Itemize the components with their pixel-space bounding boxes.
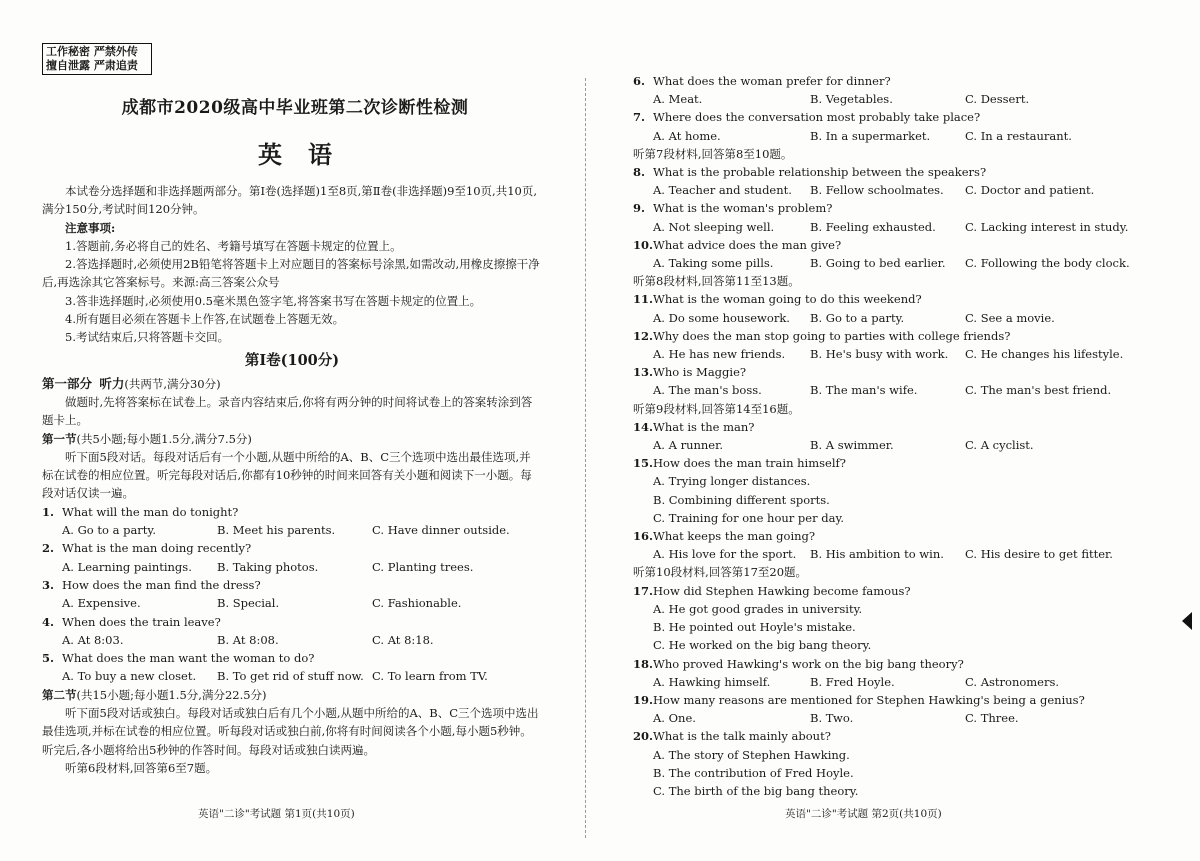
question bbox=[42, 539, 542, 576]
answer-option[interactable]: C. Three. bbox=[965, 711, 1019, 726]
answer-option[interactable]: A. Meat. bbox=[653, 92, 703, 107]
answer-option[interactable]: C. Doctor and patient. bbox=[965, 183, 1095, 198]
question-number: 19. bbox=[633, 692, 654, 707]
answer-option[interactable]: A. Expensive. bbox=[62, 596, 141, 611]
question bbox=[633, 108, 1163, 144]
right-question-list bbox=[633, 72, 1163, 800]
section1-detail: (共5小题;每小题1.5分,满分7.5分) bbox=[76, 431, 252, 446]
left-page bbox=[0, 0, 590, 861]
question-text: Where does the conversation most probably take place? bbox=[653, 110, 981, 125]
option-row bbox=[42, 594, 542, 612]
question bbox=[633, 655, 1163, 691]
question-text: How does the man find the dress? bbox=[62, 577, 261, 592]
part1-name: 第一部分 bbox=[42, 375, 93, 391]
answer-option[interactable]: B. His ambition to win. bbox=[810, 547, 944, 562]
question-line bbox=[42, 613, 542, 631]
option-row bbox=[633, 436, 1163, 454]
answer-option[interactable]: C. Have dinner outside. bbox=[372, 523, 510, 538]
option-row bbox=[633, 345, 1163, 363]
notice-item: 2.答选择题时,必须使用2B铅笔将答题卡上对应题目的答案标号涂黑,如需改动,用橡皮擦擦干净后,再选涂其它答案标号。来源:高三答案公众号 bbox=[42, 257, 540, 290]
option-row bbox=[633, 381, 1163, 399]
prev-page-arrow-icon[interactable] bbox=[1182, 612, 1192, 630]
section2-instructions: 听下面5段对话或独白。每段对话或独白后有几个小题,从题中所给的A、B、C三个选项中选出最佳选项,并标在试卷的相应位置。听每段对话或独白前,你将有时间阅读各个小题,每小题5秒钟。听完后,各小题将给出5秒钟的作答时间。每段对话或独白读两遍。 bbox=[42, 706, 539, 757]
answer-option[interactable]: C. In a restaurant. bbox=[965, 128, 1072, 143]
question-number: 20. bbox=[633, 729, 654, 744]
question-line bbox=[633, 727, 1163, 745]
answer-option[interactable]: C. Planting trees. bbox=[372, 559, 474, 574]
answer-option[interactable]: B. Taking photos. bbox=[217, 559, 319, 574]
answer-option[interactable]: A. A runner. bbox=[653, 438, 723, 453]
answer-option[interactable]: C. A cyclist. bbox=[965, 438, 1034, 453]
answer-option[interactable]: A. Do some housework. bbox=[653, 310, 790, 325]
answer-option[interactable]: B. The contribution of Fred Hoyle. bbox=[653, 765, 854, 780]
answer-option[interactable]: A. Trying longer distances. bbox=[653, 474, 811, 489]
section2-title: 第二节 bbox=[42, 687, 77, 702]
option-row bbox=[633, 673, 1163, 691]
left-question-list bbox=[42, 503, 542, 686]
answer-option[interactable]: C. He changes his lifestyle. bbox=[965, 347, 1124, 362]
answer-option[interactable]: C. His desire to get fitter. bbox=[965, 547, 1113, 562]
answer-option[interactable]: B. Going to bed earlier. bbox=[810, 256, 946, 271]
answer-option[interactable]: B. In a supermarket. bbox=[810, 128, 931, 143]
question bbox=[633, 691, 1163, 727]
question bbox=[633, 418, 1163, 454]
question-text: What advice does the man give? bbox=[653, 237, 842, 252]
answer-option[interactable]: C. Lacking interest in study. bbox=[965, 219, 1129, 234]
option-row bbox=[633, 90, 1163, 108]
answer-option[interactable]: B. Fellow schoolmates. bbox=[810, 183, 944, 198]
question bbox=[633, 72, 1163, 108]
option-row bbox=[633, 545, 1163, 563]
question bbox=[633, 199, 1163, 235]
question bbox=[633, 327, 1163, 363]
question-line bbox=[633, 236, 1163, 254]
question-number: 15. bbox=[633, 456, 654, 471]
answer-option[interactable]: C. See a movie. bbox=[965, 310, 1055, 325]
part1-instructions: 做题时,先将答案标在试卷上。录音内容结束后,你将有两分钟的时间将试卷上的答案转涂到答题卡上。 bbox=[42, 394, 533, 428]
material-note: 听第8段材料,回答第11至13题。 bbox=[633, 274, 800, 289]
question-number: 11. bbox=[633, 292, 654, 307]
material-note: 听第10段材料,回答第17至20题。 bbox=[633, 565, 808, 580]
answer-option[interactable]: A. Taking some pills. bbox=[653, 256, 774, 271]
question-line bbox=[633, 418, 1163, 436]
part1-detail: (共两节,满分30分) bbox=[124, 376, 221, 391]
answer-option[interactable]: C. To learn from TV. bbox=[372, 669, 488, 684]
answer-option[interactable]: C. Training for one hour per day. bbox=[653, 510, 845, 525]
question-text: What does the man want the woman to do? bbox=[62, 651, 315, 666]
question-number: 17. bbox=[633, 583, 654, 598]
answer-option[interactable]: B. He's busy with work. bbox=[810, 347, 949, 362]
question-line bbox=[42, 503, 542, 521]
answer-option[interactable]: B. Feeling exhausted. bbox=[810, 219, 936, 234]
question-text: How does the man train himself? bbox=[653, 456, 846, 471]
material-note: 听第9段材料,回答第14至16题。 bbox=[633, 401, 800, 416]
question bbox=[633, 163, 1163, 199]
notice-item: 4.所有题目必须在答题卡上作答,在试题卷上答题无效。 bbox=[65, 312, 345, 327]
question-line bbox=[633, 454, 1163, 472]
volume-title: 第Ⅰ卷(100分) bbox=[244, 351, 340, 369]
answer-option[interactable]: A. The story of Stephen Hawking. bbox=[653, 747, 850, 762]
question-text: What is the probable relationship between the speakers? bbox=[653, 165, 987, 180]
intro-text: 本试卷分选择题和非选择题两部分。第Ⅰ卷(选择题)1至8页,第Ⅱ卷(非选择题)9至10页,共10页,满分150分,考试时间120分钟。 bbox=[42, 184, 537, 217]
exam-title: 成都市2020级高中毕业班第二次诊断性检测 bbox=[121, 98, 469, 118]
section2-heading bbox=[42, 686, 542, 704]
question-number: 13. bbox=[633, 365, 654, 380]
answer-option[interactable]: A. Go to a party. bbox=[62, 523, 157, 538]
notice-item: 5.考试结束后,只将答题卡交回。 bbox=[65, 330, 230, 345]
answer-option[interactable]: B. At 8:08. bbox=[217, 632, 279, 647]
answer-option[interactable]: A. Hawking himself. bbox=[653, 674, 771, 689]
answer-option[interactable]: B. A swimmer. bbox=[810, 438, 894, 453]
question bbox=[633, 454, 1163, 527]
answer-option[interactable]: A. Teacher and student. bbox=[653, 183, 792, 198]
question-number: 7. bbox=[633, 110, 646, 125]
answer-option[interactable]: C. Fashionable. bbox=[372, 596, 462, 611]
question-text: What will the man do tonight? bbox=[62, 504, 239, 519]
answer-option[interactable]: B. Meet his parents. bbox=[217, 523, 336, 538]
question-number: 2. bbox=[42, 541, 55, 556]
section1-instructions: 听下面5段对话。每段对话后有一个小题,从题中所给的A、B、C三个选项中选出最佳选项,并标在试卷的相应位置。听完每段对话后,你都有10秒钟的时间来回答有关小题和阅读下一小题。每段对话仅读一遍。 bbox=[42, 449, 532, 501]
answer-option[interactable]: A. He has new friends. bbox=[653, 347, 786, 362]
question-number: 9. bbox=[633, 201, 646, 216]
answer-option[interactable]: B. Special. bbox=[217, 596, 280, 611]
answer-option[interactable]: A. To buy a new closet. bbox=[62, 669, 197, 684]
option-row bbox=[42, 521, 542, 539]
question-text: What is the man? bbox=[653, 419, 755, 434]
option-row bbox=[633, 254, 1163, 272]
question-line bbox=[633, 527, 1163, 545]
question-text: How many reasons are mentioned for Stephen Hawking's being a genius? bbox=[653, 692, 1085, 707]
question-line bbox=[633, 582, 1163, 600]
question-line bbox=[633, 199, 1163, 217]
question-text: What is the woman going to do this weekend? bbox=[653, 292, 922, 307]
question-line bbox=[42, 576, 542, 594]
question-line bbox=[42, 649, 542, 667]
question bbox=[633, 290, 1163, 326]
question-number: 6. bbox=[633, 74, 646, 88]
confidential-stamp bbox=[42, 43, 152, 75]
question-number: 10. bbox=[633, 237, 654, 252]
subject-title: 英语 bbox=[258, 140, 358, 169]
answer-option[interactable]: C. The birth of the big bang theory. bbox=[653, 783, 859, 798]
question bbox=[42, 576, 542, 613]
option-row bbox=[42, 631, 542, 649]
question-text: Why does the man stop going to parties with college friends? bbox=[653, 328, 1011, 343]
question-text: What is the woman's problem? bbox=[653, 201, 833, 216]
question-text: What is the talk mainly about? bbox=[653, 729, 831, 744]
answer-option[interactable]: B. To get rid of stuff now. bbox=[217, 669, 364, 684]
question-line bbox=[633, 72, 1163, 90]
answer-option[interactable]: B. Fred Hoyle. bbox=[810, 674, 895, 689]
question-number: 18. bbox=[633, 656, 654, 671]
answer-option[interactable]: A. He got good grades in university. bbox=[653, 601, 863, 616]
answer-option[interactable]: C. Dessert. bbox=[965, 92, 1030, 107]
stamp-line-2: 擅自泄露 严肃追责 bbox=[46, 59, 138, 72]
answer-option[interactable]: C. He worked on the big bang theory. bbox=[653, 638, 872, 653]
question-line bbox=[633, 163, 1163, 181]
question bbox=[42, 649, 542, 686]
question bbox=[633, 236, 1163, 272]
answer-option[interactable]: A. At home. bbox=[653, 128, 721, 143]
answer-option[interactable]: B. Go to a party. bbox=[810, 310, 905, 325]
question-number: 16. bbox=[633, 529, 654, 544]
answer-option[interactable]: B. He pointed out Hoyle's mistake. bbox=[653, 620, 856, 635]
stamp-line-1: 工作秘密 严禁外传 bbox=[46, 45, 138, 58]
question-line bbox=[42, 539, 542, 557]
left-body bbox=[42, 182, 542, 777]
answer-option[interactable]: A. At 8:03. bbox=[62, 632, 124, 647]
question-text: What keeps the man going? bbox=[653, 529, 816, 544]
answer-option[interactable]: C. At 8:18. bbox=[372, 632, 434, 647]
material-note: 听第7段材料,回答第8至10题。 bbox=[633, 146, 793, 161]
answer-option[interactable]: A. Learning paintings. bbox=[62, 559, 192, 574]
question-text: Who proved Hawking's work on the big bang theory? bbox=[653, 656, 964, 671]
answer-option[interactable]: C. Astronomers. bbox=[965, 674, 1060, 689]
right-page bbox=[600, 0, 1200, 861]
question bbox=[633, 582, 1163, 655]
notice-list bbox=[42, 237, 542, 347]
notice-title: 注意事项: bbox=[65, 220, 116, 235]
answer-option[interactable]: A. One. bbox=[653, 711, 696, 726]
answer-option[interactable]: B. Combining different sports. bbox=[653, 492, 830, 507]
question bbox=[42, 613, 542, 650]
question-line bbox=[633, 363, 1163, 381]
question bbox=[633, 727, 1163, 800]
question-text: When does the train leave? bbox=[62, 614, 221, 629]
answer-option[interactable]: B. Two. bbox=[810, 711, 854, 726]
answer-option[interactable]: C. Following the body clock. bbox=[965, 256, 1130, 271]
section2-detail: (共15小题;每小题1.5分,满分22.5分) bbox=[76, 687, 267, 702]
answer-option[interactable]: A. His love for the sport. bbox=[653, 547, 797, 562]
answer-option[interactable]: A. Not sleeping well. bbox=[653, 219, 775, 234]
question bbox=[42, 503, 542, 540]
question-text: Who is Maggie? bbox=[653, 365, 747, 380]
question-number: 1. bbox=[42, 504, 55, 519]
part1-title: 听力 bbox=[99, 375, 125, 391]
section1-title: 第一节 bbox=[42, 431, 77, 446]
notice-item: 3.答非选择题时,必须使用0.5毫米黑色签字笔,将答案书写在答题卡规定的位置上。 bbox=[65, 293, 482, 308]
option-row bbox=[633, 709, 1163, 727]
question-number: 4. bbox=[42, 614, 55, 629]
section1-heading bbox=[42, 430, 542, 448]
part1-heading bbox=[42, 375, 542, 393]
question-line bbox=[633, 327, 1163, 345]
answer-option[interactable]: A. The man's boss. bbox=[653, 383, 762, 398]
page-footer-left: 英语"二诊"考试题 第1页(共10页) bbox=[198, 808, 355, 820]
question-number: 12. bbox=[633, 328, 654, 343]
question-number: 8. bbox=[633, 165, 646, 180]
answer-option[interactable]: B. The man's wife. bbox=[810, 383, 918, 398]
question-line bbox=[633, 655, 1163, 673]
option-row bbox=[633, 127, 1163, 145]
question-line bbox=[633, 691, 1163, 709]
question-line bbox=[633, 108, 1163, 126]
question bbox=[633, 527, 1163, 563]
question-text: What is the man doing recently? bbox=[62, 541, 252, 556]
option-row bbox=[42, 558, 542, 576]
material-note: 听第6段材料,回答第6至7题。 bbox=[65, 760, 218, 775]
answer-option[interactable]: C. The man's best friend. bbox=[965, 383, 1112, 398]
answer-option[interactable]: B. Vegetables. bbox=[810, 92, 893, 107]
question-text: How did Stephen Hawking become famous? bbox=[653, 583, 911, 598]
question-number: 14. bbox=[633, 419, 654, 434]
notice-item: 1.答题前,务必将自己的姓名、考籍号填写在答题卡规定的位置上。 bbox=[65, 238, 402, 253]
option-row bbox=[633, 309, 1163, 327]
page-footer-right: 英语"二诊"考试题 第2页(共10页) bbox=[785, 808, 942, 820]
question bbox=[633, 363, 1163, 399]
question-line bbox=[633, 290, 1163, 308]
option-row bbox=[633, 181, 1163, 199]
question-text: What does the woman prefer for dinner? bbox=[653, 74, 891, 88]
option-row bbox=[633, 218, 1163, 236]
question-number: 3. bbox=[42, 577, 55, 592]
option-row bbox=[42, 667, 542, 685]
page-divider bbox=[585, 78, 586, 838]
question-number: 5. bbox=[42, 651, 55, 666]
